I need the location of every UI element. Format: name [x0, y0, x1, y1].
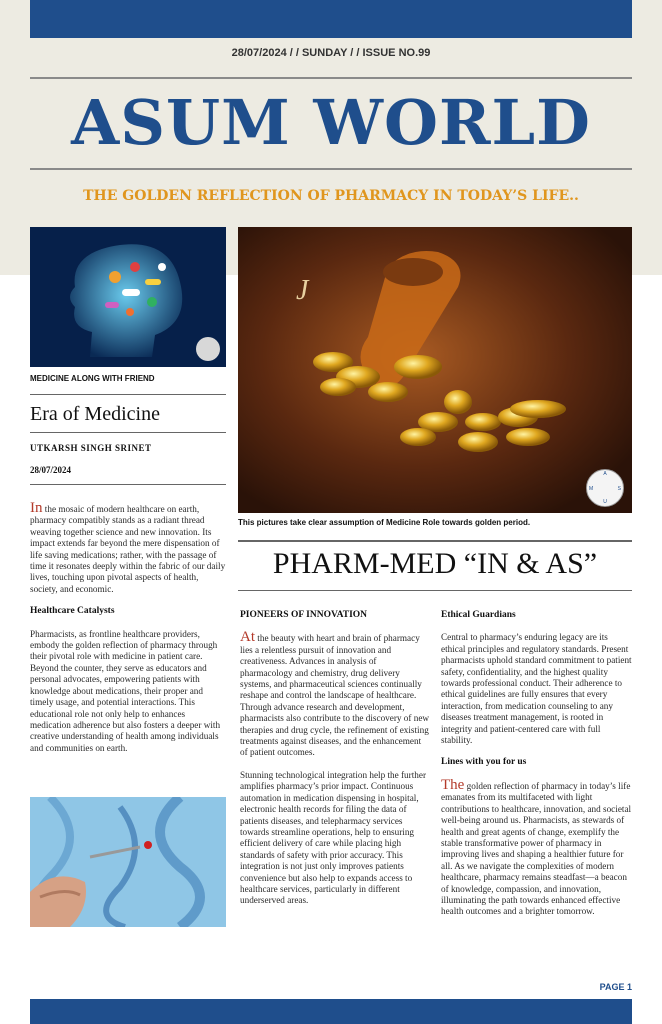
ethics-paragraph: Central to pharmacy’s enduring legacy are its ethical principles and regulatory standards. Present pharmacists uphold standard commitment to patient safety, confidentiality, and the highest quality towards professional conduct. Their adherence to ethical guidelines are fully ensures that every interaction, from medication counseling to any diseases treatment management, is rooted in integrity and patient-centered care with full stability.: [441, 632, 632, 746]
subhead-ethical-guardians: Ethical Guardians: [441, 610, 516, 620]
main-column-2: [441, 610, 632, 929]
left-rule-2: [30, 432, 226, 433]
bottom-banner-bar: [30, 999, 632, 1024]
article-title: Era of Medicine: [30, 403, 160, 425]
subhead-pioneers: PIONEERS OF INNOVATION: [240, 610, 368, 620]
dna-research-image: [30, 797, 226, 927]
pioneers-text: the beauty with heart and brain of pharmacy lies a relentless pursuit of innovation and creativeness. Advances in analysis of pharmacology and chemistry, drug delivery systems, and pharmaceutical sciences continually reshape and control the landscape of healthcare. Through advance research and development, pharmacists also contribute to the discovery of new therapies and drug cycle, the refinement of existing treatments against diseases, and the enhancement of patient outcomes.: [240, 633, 430, 758]
pioneers-paragraph: [240, 629, 430, 758]
dropcap: In: [30, 500, 43, 516]
dateline: 28/07/2024 / / SUNDAY / / ISSUE NO.99: [231, 47, 431, 59]
masthead-title: ASUM WORLD: [71, 86, 591, 159]
article-date: 28/07/2024: [30, 465, 72, 475]
svg-text:J: J: [296, 275, 309, 306]
left-rule-3: [30, 484, 226, 485]
badge-letter-s: S: [617, 486, 621, 492]
subhead-lines-with-you: Lines with you for us: [441, 757, 527, 768]
page-number: PAGE 1: [599, 982, 632, 992]
left-image-caption: MEDICINE ALONG WITH FRIEND: [30, 374, 155, 383]
main-column-1: [240, 610, 430, 918]
technology-paragraph: Stunning technological integration help the further amplifies pharmacy’s prior impact. Continuous automation in medication dispensing in hospital, electronic health records for filing the data of patients diseases, and telepharmacy services towards streamline operations, help to ensuring efficient delivery of care while placing high standards of safety with prior accuracy. This integration is not just only improves patients convenience but also help to expands access to healthcare services, particularly in different underserved areas.: [240, 769, 426, 906]
conclusion-text: golden reflection of pharmacy in today’s life emanates from its multifaceted with light contributions to healthcare, innovation, and societal well-being around us. Pharmacists, as stewards of health and great agents of change, exemplify the stable transformative power of pharmacy in improving lives and shaping a healthier future for all. As we navigate the complexities of modern healthcare, pharmacy remains steadfast—a beacon of knowledge, compassion, and innovation, illuminating the path towards enhanced effective health outcomes and a brighter tomorrow.: [441, 780, 632, 917]
badge-letter-m: M: [589, 486, 594, 492]
top-banner-bar: [30, 0, 632, 38]
masthead-rule-bottom: [30, 168, 632, 170]
masthead-rule-top: [30, 77, 632, 79]
badge-letter-u: U: [603, 499, 607, 505]
main-article-title: PHARM-MED “IN & AS”: [272, 547, 598, 580]
golden-pills-image: [238, 227, 632, 513]
intro-text: the mosaic of modern healthcare on earth, pharmacy compatibly stands as a radiant thread weaving together science and new innovation. Its impact extends far beyond the mere dispensation of life saving medications; rather, with the passage of time it resonates deeply within the fabric of our daily lives, touching upon pivotal aspects of health, society, and economic.: [30, 504, 226, 594]
left-rule-1: [30, 394, 226, 395]
main-image-caption: This pictures take clear assumption of Medicine Role towards golden period.: [238, 518, 531, 527]
main-rule-top: [238, 540, 632, 542]
badge-letter-a: A: [603, 471, 607, 477]
intro-paragraph: [30, 500, 226, 595]
left-article-body: [30, 500, 226, 765]
tagline: THE GOLDEN REFLECTION OF PHARMACY IN TODAY’S LIFE..: [83, 188, 579, 204]
healthcare-paragraph: Pharmacists, as frontline healthcare providers, embody the golden reflection of pharmacy through their pivotal role with medicine in patient care. Beyond the counter, they serve as educators and personal advocates, empowering patients with knowledge about medications, their proper and timely usage, and potential interactions. This educational role not only help to enhances medication adherence but also fosters a deeper with creative understanding of health among individuals and communities on earth.: [30, 628, 221, 753]
subhead-healthcare-catalysts: Healthcare Catalysts: [30, 606, 115, 617]
author-byline: UTKARSH SINGH SRINET: [30, 443, 152, 453]
conclusion-paragraph: [441, 776, 632, 918]
main-rule-bottom: [238, 590, 632, 591]
dropcap: The: [441, 776, 465, 793]
head-pills-image: [30, 227, 226, 367]
asum-logo-badge: [586, 469, 624, 507]
dropcap: At: [240, 629, 255, 646]
